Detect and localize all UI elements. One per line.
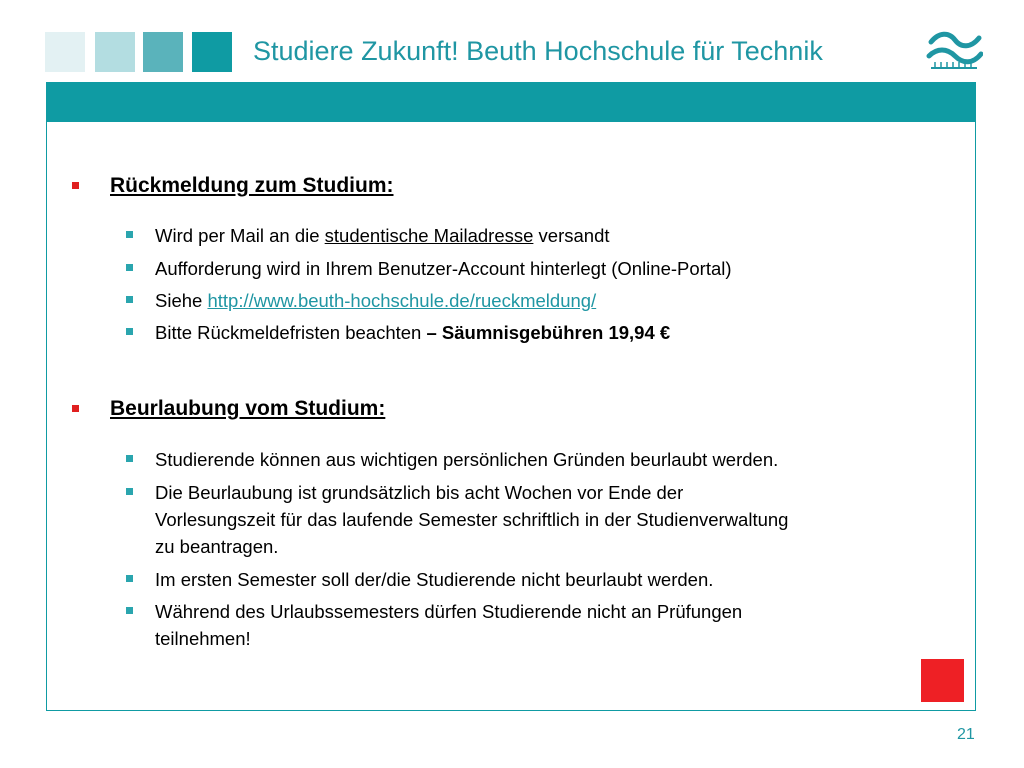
slide-title: Studiere Zukunft! Beuth Hochschule für Technik (253, 36, 823, 66)
section-bullet (72, 405, 79, 412)
list-item-line: Die Beurlaubung ist grundsätzlich bis acht Wochen vor Ende der (155, 482, 684, 503)
list-bullet (126, 488, 133, 495)
rueckmeldung-link[interactable]: http://www.beuth-hochschule.de/rueckmeldung/ (207, 290, 597, 311)
list-item: Aufforderung wird in Ihrem Benutzer-Account hinterlegt (Online-Portal) (155, 258, 732, 279)
list-bullet (126, 264, 133, 271)
list-item-line: Vorlesungszeit für das laufende Semester schriftlich in der Studienverwaltung (155, 509, 789, 530)
list-item (155, 598, 955, 652)
list-bullet (126, 607, 133, 614)
section-heading-beurlaubung: Beurlaubung vom Studium: (110, 397, 386, 420)
list-bullet (126, 328, 133, 335)
list-item: Studierende können aus wichtigen persönlichen Gründen beurlaubt werden. (155, 449, 779, 470)
list-item (155, 287, 955, 314)
list-item-line: Während des Urlaubssemesters dürfen Studierende nicht an Prüfungen (155, 601, 743, 622)
list-item (155, 222, 955, 249)
list-item-text: Bitte Rückmeldefristen beachten (155, 322, 427, 343)
list-item-text: Wird per Mail an die (155, 225, 325, 246)
section-heading-rueckmeldung: Rückmeldung zum Studium: (110, 174, 394, 197)
section-bullet (72, 182, 79, 189)
list-item: Im ersten Semester soll der/die Studierende nicht beurlaubt werden. (155, 569, 714, 590)
red-square-decoration (921, 659, 964, 702)
list-item (155, 319, 955, 346)
page-number: 21 (957, 726, 975, 743)
list-bullet (126, 296, 133, 303)
list-item-text: versandt (533, 225, 610, 246)
list-item-text: Siehe (155, 290, 208, 311)
list-item-line: teilnehmen! (155, 628, 251, 649)
underlined-text: studentische Mailadresse (324, 225, 534, 246)
list-bullet (126, 575, 133, 582)
list-item (155, 479, 955, 560)
dash: – (426, 322, 437, 343)
list-item-line: zu beantragen. (155, 536, 279, 557)
fee-text: Säumnisgebühren 19,94 € (436, 322, 671, 343)
list-bullet (126, 231, 133, 238)
list-bullet (126, 455, 133, 462)
